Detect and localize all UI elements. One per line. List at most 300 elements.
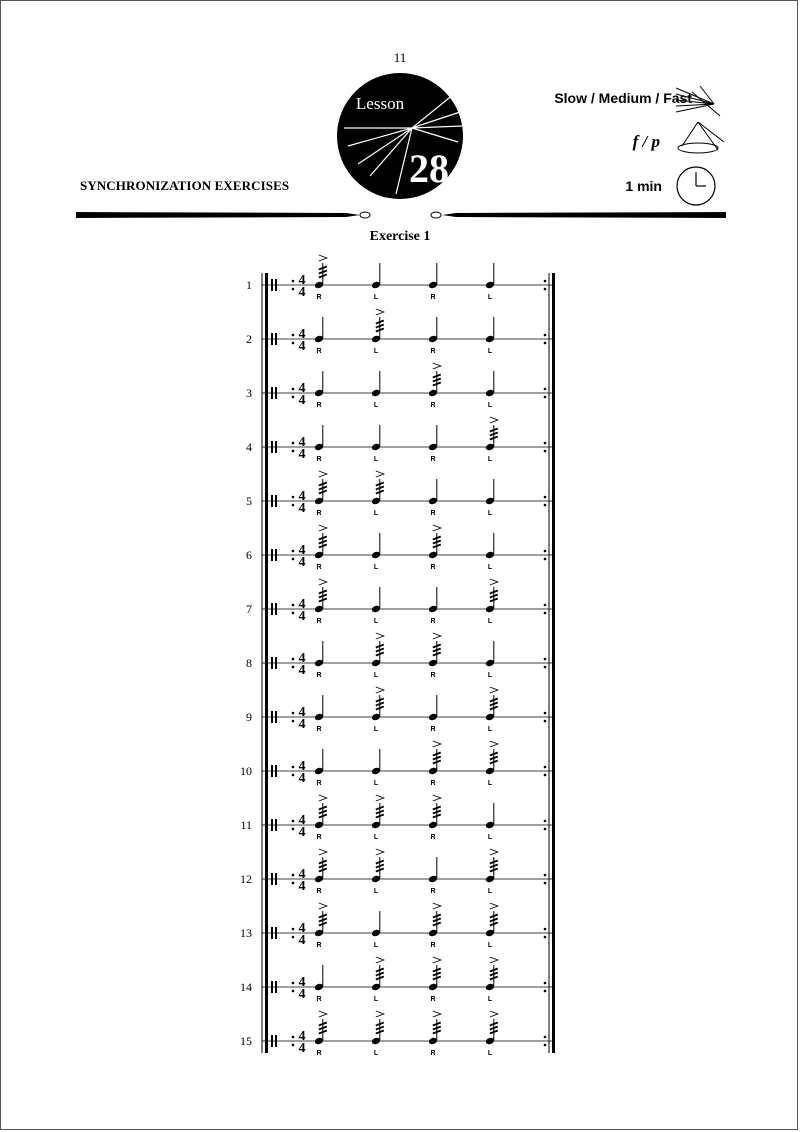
accent-mark [490, 957, 498, 963]
note [428, 1011, 441, 1057]
time-signature-bottom: 4 [298, 555, 306, 570]
sticking-label: L [373, 834, 379, 841]
sticking-label: R [316, 348, 322, 355]
page-number: 11 [393, 50, 407, 65]
repeat-dot [292, 774, 295, 777]
repeat-dot [544, 928, 547, 931]
time-signature-top: 4 [298, 759, 306, 774]
note [485, 957, 498, 1003]
sticking-label: L [487, 402, 493, 409]
row-number: 11 [240, 818, 252, 832]
repeat-dot [292, 720, 295, 723]
accent-mark [376, 1011, 384, 1017]
note [485, 371, 495, 409]
exercise-row [246, 471, 552, 517]
note [428, 263, 438, 301]
row-number: 4 [246, 440, 252, 454]
sticking-label: R [430, 456, 436, 463]
lesson-label: Lesson [355, 94, 405, 113]
lesson-number: 28 [409, 146, 449, 191]
note [314, 425, 324, 463]
repeat-dot [544, 550, 547, 553]
sticking-label: L [373, 294, 379, 301]
sticking-label: R [316, 942, 322, 949]
time-signature-bottom: 4 [298, 339, 306, 354]
sticking-label: R [430, 942, 436, 949]
accent-mark [433, 795, 441, 801]
sticking-label: R [430, 564, 436, 571]
row-number: 8 [246, 656, 252, 670]
note [485, 417, 498, 463]
sticking-label: R [430, 834, 436, 841]
exercise-row [246, 417, 552, 463]
accent-mark [433, 741, 441, 747]
row-number: 6 [246, 548, 252, 562]
sticking-label: L [487, 726, 493, 733]
repeat-dot [544, 828, 547, 831]
percussion-clef-bar [275, 603, 277, 615]
row-number: 13 [240, 926, 252, 940]
repeat-dot [544, 496, 547, 499]
sticking-label: L [373, 726, 379, 733]
note [371, 371, 381, 409]
sticking-label: L [487, 564, 493, 571]
time-signature-bottom: 4 [298, 447, 306, 462]
note [371, 425, 381, 463]
percussion-clef-bar [271, 603, 273, 615]
time-signature-bottom: 4 [298, 1041, 306, 1056]
note [371, 263, 381, 301]
exercise-row [246, 579, 552, 625]
accent-mark [490, 417, 498, 423]
note [428, 795, 441, 841]
repeat-dot [544, 504, 547, 507]
sticking-label: R [430, 1050, 436, 1057]
repeat-dot [544, 1044, 547, 1047]
percussion-clef-bar [271, 1035, 273, 1047]
repeat-dot [544, 288, 547, 291]
time-signature-bottom: 4 [298, 285, 306, 300]
sticking-label: R [430, 510, 436, 517]
note [314, 749, 324, 787]
repeat-dot [292, 1036, 295, 1039]
sticking-label: R [430, 726, 436, 733]
repeat-dot [292, 666, 295, 669]
note [314, 641, 324, 679]
sticking-label: R [430, 780, 436, 787]
sticking-label: L [373, 996, 379, 1003]
repeat-dot [544, 820, 547, 823]
note [485, 687, 498, 733]
percussion-clef-bar [275, 549, 277, 561]
exercise-row [246, 363, 552, 409]
note [428, 857, 438, 895]
accent-mark [433, 903, 441, 909]
sticking-label: R [430, 294, 436, 301]
accent-mark [376, 309, 384, 315]
duration-label: 1 min [625, 178, 662, 194]
repeat-dot [544, 666, 547, 669]
sticking-label: R [316, 996, 322, 1003]
repeat-dot [292, 928, 295, 931]
sticking-label: L [373, 618, 379, 625]
accent-mark [490, 687, 498, 693]
note [485, 849, 498, 895]
repeat-dot [292, 828, 295, 831]
repeat-dot [292, 504, 295, 507]
sticking-label: R [316, 510, 322, 517]
repeat-dot [544, 882, 547, 885]
accent-mark [319, 471, 327, 477]
note [428, 363, 441, 409]
time-signature-bottom: 4 [298, 609, 306, 624]
time-signature-bottom: 4 [298, 771, 306, 786]
note [485, 903, 498, 949]
note [371, 587, 381, 625]
sticking-label: L [487, 348, 493, 355]
percussion-clef-bar [271, 765, 273, 777]
accent-mark [319, 255, 327, 261]
sticking-label: L [373, 888, 379, 895]
accent-mark [319, 903, 327, 909]
note [371, 957, 384, 1003]
sticking-label: L [487, 456, 493, 463]
percussion-clef-bar [275, 387, 277, 399]
accent-mark [376, 849, 384, 855]
percussion-clef-bar [275, 873, 277, 885]
note [428, 525, 441, 571]
time-signature-top: 4 [298, 273, 306, 288]
note [371, 1011, 384, 1057]
row-number: 3 [246, 386, 252, 400]
accent-mark [319, 579, 327, 585]
sticking-label: R [316, 726, 322, 733]
time-signature-top: 4 [298, 651, 306, 666]
accent-mark [433, 363, 441, 369]
percussion-clef-bar [271, 387, 273, 399]
note [314, 371, 324, 409]
repeat-dot [292, 288, 295, 291]
exercise-row [240, 1011, 552, 1057]
sticking-label: L [373, 942, 379, 949]
percussion-clef-bar [271, 711, 273, 723]
time-signature-top: 4 [298, 597, 306, 612]
percussion-clef-bar [275, 495, 277, 507]
sticking-label: L [487, 834, 493, 841]
repeat-dot [544, 774, 547, 777]
note [371, 749, 381, 787]
time-signature-bottom: 4 [298, 825, 306, 840]
accent-mark [376, 795, 384, 801]
sticking-label: L [373, 456, 379, 463]
sticking-label: R [430, 618, 436, 625]
accent-mark [433, 957, 441, 963]
sticking-label: R [316, 456, 322, 463]
repeat-dot [292, 334, 295, 337]
note [314, 255, 327, 301]
sticking-label: L [373, 1050, 379, 1057]
repeat-dot [544, 558, 547, 561]
time-signature-top: 4 [298, 921, 306, 936]
repeat-dot [292, 612, 295, 615]
exercise-row [246, 633, 552, 679]
note [371, 633, 384, 679]
repeat-dot [544, 990, 547, 993]
sticking-label: L [487, 618, 493, 625]
repeat-dot [292, 280, 295, 283]
note [371, 471, 384, 517]
repeat-dot [292, 982, 295, 985]
time-signature-top: 4 [298, 705, 306, 720]
sticking-label: L [373, 348, 379, 355]
exercise-row [240, 849, 552, 895]
repeat-dot [544, 396, 547, 399]
repeat-dot [292, 396, 295, 399]
note [485, 641, 495, 679]
sticking-label: L [487, 672, 493, 679]
row-number: 14 [240, 980, 252, 994]
note [314, 795, 327, 841]
time-signature-bottom: 4 [298, 663, 306, 678]
note [314, 579, 327, 625]
accent-mark [433, 1011, 441, 1017]
note [314, 849, 327, 895]
repeat-dot [544, 766, 547, 769]
repeat-dot [292, 936, 295, 939]
row-number: 5 [246, 494, 252, 508]
repeat-dot [292, 1044, 295, 1047]
row-number: 2 [246, 332, 252, 346]
repeat-dot [292, 558, 295, 561]
repeat-dot [544, 1036, 547, 1039]
exercise-row [246, 309, 552, 355]
repeat-dot [292, 442, 295, 445]
note [428, 425, 438, 463]
time-signature-top: 4 [298, 975, 306, 990]
accent-mark [376, 957, 384, 963]
sticking-label: R [316, 1050, 322, 1057]
note [485, 741, 498, 787]
note [485, 533, 495, 571]
sticking-label: R [430, 888, 436, 895]
note [428, 903, 441, 949]
accent-mark [376, 471, 384, 477]
time-signature-bottom: 4 [298, 393, 306, 408]
row-number: 12 [240, 872, 252, 886]
note [371, 687, 384, 733]
percussion-clef-bar [275, 441, 277, 453]
time-signature-bottom: 4 [298, 717, 306, 732]
time-signature-top: 4 [298, 489, 306, 504]
time-signature-bottom: 4 [298, 933, 306, 948]
accent-mark [490, 579, 498, 585]
repeat-dot [292, 550, 295, 553]
time-signature-top: 4 [298, 327, 306, 342]
sticking-label: L [487, 780, 493, 787]
repeat-dot [292, 766, 295, 769]
repeat-dot [292, 820, 295, 823]
note [428, 587, 438, 625]
time-signature-top: 4 [298, 867, 306, 882]
note [428, 695, 438, 733]
note [428, 957, 441, 1003]
repeat-dot [544, 874, 547, 877]
repeat-dot [292, 342, 295, 345]
sticking-label: R [316, 834, 322, 841]
repeat-dot [292, 450, 295, 453]
repeat-dot [544, 280, 547, 283]
percussion-clef-bar [275, 333, 277, 345]
sticking-label: L [487, 996, 493, 1003]
note [314, 965, 324, 1003]
time-signature-top: 4 [298, 543, 306, 558]
time-signature-bottom: 4 [298, 879, 306, 894]
exercise-row [246, 687, 552, 733]
percussion-clef-bar [271, 441, 273, 453]
accent-mark [319, 525, 327, 531]
percussion-clef-bar [271, 279, 273, 291]
percussion-clef-bar [271, 657, 273, 669]
note [428, 479, 438, 517]
note [485, 479, 495, 517]
repeat-dot [544, 442, 547, 445]
percussion-clef-bar [271, 549, 273, 561]
repeat-dot [544, 334, 547, 337]
percussion-clef-bar [275, 711, 277, 723]
sticking-label: L [487, 888, 493, 895]
note [428, 741, 441, 787]
accent-mark [490, 1011, 498, 1017]
row-number: 10 [240, 764, 252, 778]
repeat-dot [292, 388, 295, 391]
tempo-label: Slow / Medium / Fast [554, 90, 692, 106]
repeat-dot [544, 720, 547, 723]
percussion-clef-bar [271, 819, 273, 831]
accent-mark [319, 1011, 327, 1017]
note [485, 317, 495, 355]
repeat-dot [292, 882, 295, 885]
sticking-label: L [487, 510, 493, 517]
percussion-clef-bar [271, 927, 273, 939]
repeat-dot [292, 658, 295, 661]
sticking-label: R [316, 672, 322, 679]
sticking-label: R [316, 618, 322, 625]
section-title: SYNCHRONIZATION EXERCISES [80, 178, 290, 193]
sticking-label: L [487, 942, 493, 949]
accent-mark [376, 687, 384, 693]
sticking-label: L [373, 402, 379, 409]
accent-mark [376, 633, 384, 639]
accent-mark [490, 849, 498, 855]
accent-mark [433, 525, 441, 531]
accent-mark [490, 903, 498, 909]
percussion-clef-bar [271, 333, 273, 345]
note [314, 1011, 327, 1057]
percussion-clef-bar [275, 981, 277, 993]
note [428, 633, 441, 679]
repeat-dot [544, 604, 547, 607]
time-signature-top: 4 [298, 1029, 306, 1044]
exercise-row [246, 525, 552, 571]
sticking-label: R [316, 564, 322, 571]
sticking-label: L [373, 564, 379, 571]
note [485, 579, 498, 625]
exercise-row [240, 957, 552, 1003]
percussion-clef-bar [275, 1035, 277, 1047]
final-barline-thick [552, 273, 555, 1053]
time-signature-bottom: 4 [298, 987, 306, 1002]
note [485, 803, 495, 841]
repeat-dot [544, 712, 547, 715]
repeat-dot [544, 982, 547, 985]
note [314, 317, 324, 355]
repeat-dot [544, 342, 547, 345]
percussion-clef-bar [271, 981, 273, 993]
note [485, 263, 495, 301]
accent-mark [319, 849, 327, 855]
exercise-row [246, 255, 552, 301]
sticking-label: R [316, 780, 322, 787]
note [428, 317, 438, 355]
accent-mark [319, 795, 327, 801]
percussion-clef-bar [275, 657, 277, 669]
accent-mark [490, 741, 498, 747]
note [485, 1011, 498, 1057]
exercise-title: Exercise 1 [369, 229, 431, 244]
sticking-label: R [430, 402, 436, 409]
sticking-label: R [316, 402, 322, 409]
sticking-label: L [373, 780, 379, 787]
note [371, 911, 381, 949]
sticking-label: L [487, 294, 493, 301]
time-signature-top: 4 [298, 381, 306, 396]
repeat-dot [292, 874, 295, 877]
note [314, 471, 327, 517]
row-number: 1 [246, 278, 252, 292]
percussion-clef-bar [271, 495, 273, 507]
row-number: 9 [246, 710, 252, 724]
exercise-row [240, 903, 552, 949]
note [371, 795, 384, 841]
note [314, 525, 327, 571]
exercise-row [240, 795, 552, 841]
repeat-dot [292, 496, 295, 499]
sticking-label: R [316, 888, 322, 895]
repeat-dot [544, 388, 547, 391]
repeat-dot [292, 712, 295, 715]
row-number: 15 [240, 1034, 252, 1048]
sticking-label: R [430, 672, 436, 679]
note [314, 695, 324, 733]
sticking-label: L [487, 1050, 493, 1057]
repeat-dot [544, 658, 547, 661]
percussion-clef-bar [275, 765, 277, 777]
note [371, 849, 384, 895]
note [314, 903, 327, 949]
sticking-label: L [373, 672, 379, 679]
repeat-dot [544, 450, 547, 453]
repeat-dot [544, 936, 547, 939]
row-number: 7 [246, 602, 252, 616]
sticking-label: R [430, 348, 436, 355]
time-signature-top: 4 [298, 435, 306, 450]
time-signature-bottom: 4 [298, 501, 306, 516]
note [371, 309, 384, 355]
percussion-clef-bar [275, 927, 277, 939]
repeat-dot [292, 604, 295, 607]
percussion-clef-bar [275, 819, 277, 831]
repeat-dot [544, 612, 547, 615]
